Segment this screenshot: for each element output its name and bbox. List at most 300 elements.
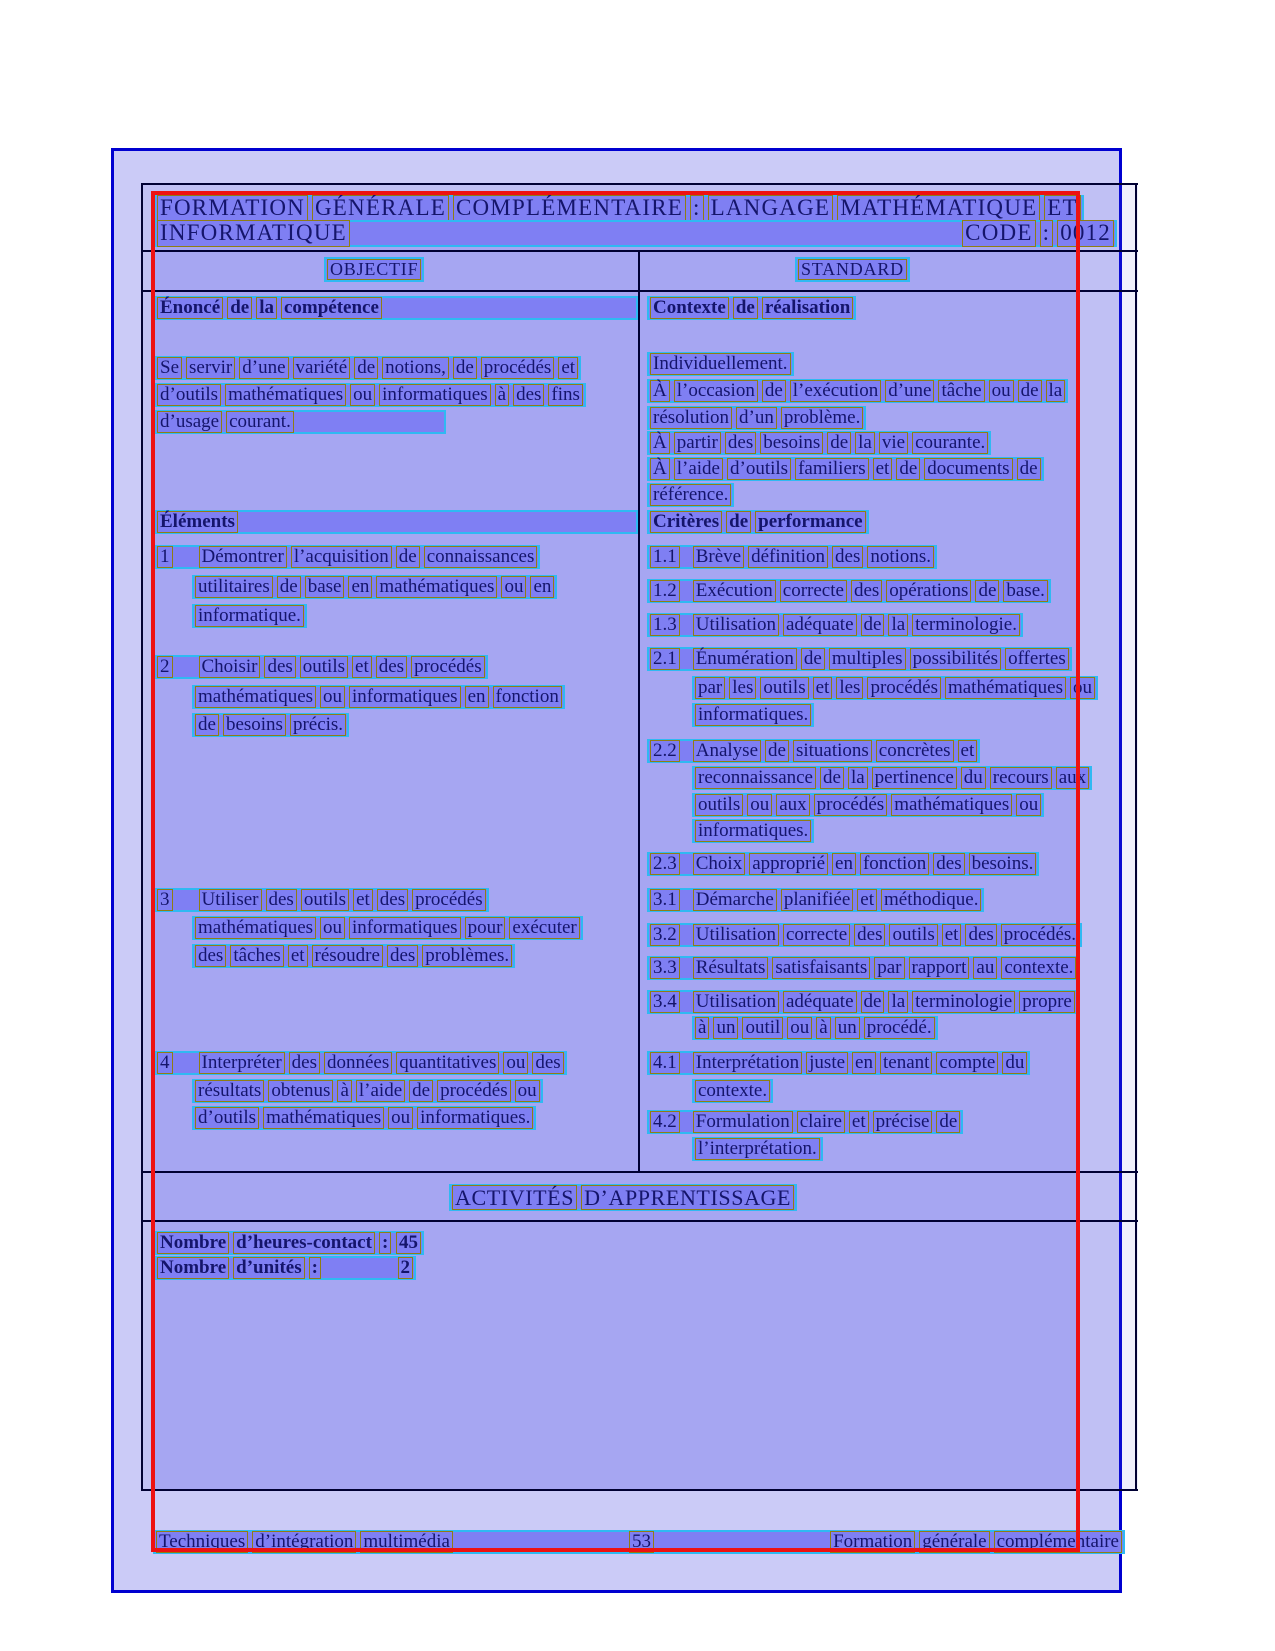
- word-box: Nombre: [157, 1257, 229, 1279]
- word-box: un: [835, 1017, 860, 1039]
- word-box: mathématiques: [891, 794, 1012, 816]
- word-box: la: [855, 432, 875, 454]
- word-box: ou: [501, 576, 526, 598]
- word-box: Énumération: [693, 648, 797, 670]
- word-box: des: [377, 889, 408, 911]
- word-box: méthodique.: [881, 889, 981, 911]
- word-box: planifiée: [781, 889, 853, 911]
- item-number-box: 2.2: [650, 740, 680, 762]
- item-number-box: 1.1: [650, 546, 680, 568]
- element-3-line-2: [192, 916, 583, 940]
- word-box: situations: [793, 740, 872, 762]
- competence-line-3: [154, 410, 446, 434]
- element-4-line-3: [192, 1106, 536, 1130]
- word-box: les: [836, 677, 863, 699]
- word-box: fonction: [493, 686, 562, 708]
- word-box: l’exécution: [790, 380, 881, 402]
- info-heures-contact-label: [157, 1232, 391, 1254]
- word-box: de: [820, 767, 844, 789]
- info-heures-contact-value: [396, 1232, 421, 1254]
- word-box: de: [453, 357, 477, 379]
- word-box: Exécution: [693, 580, 776, 602]
- word-box: mathématiques: [263, 1107, 384, 1129]
- word-box: procédés.: [1001, 924, 1079, 946]
- table-border-top: [141, 183, 1138, 185]
- word-box: Techniques: [156, 1531, 248, 1553]
- word-box: fonction: [860, 853, 929, 875]
- word-box: de: [975, 580, 999, 602]
- critere-33: [647, 956, 1079, 980]
- word-box: résoudre: [312, 945, 383, 967]
- word-box: ou: [320, 917, 345, 939]
- word-box: Démarche: [693, 889, 777, 911]
- word-box: INFORMATIQUE: [157, 220, 350, 246]
- word-box: l’interprétation.: [695, 1138, 820, 1160]
- word-box: Analyse: [693, 740, 761, 762]
- word-box: fins: [548, 384, 583, 406]
- critere-13: [647, 613, 1023, 637]
- word-box: en: [832, 853, 856, 875]
- table-border-right: [1135, 183, 1137, 1491]
- word-box: d’heures-contact: [233, 1232, 375, 1254]
- footer-program-name: [156, 1531, 453, 1553]
- word-box: des: [387, 945, 418, 967]
- critere-23: [647, 852, 1039, 876]
- word-box: multiples: [829, 648, 906, 670]
- word-box: informatiques: [349, 917, 461, 939]
- word-box: ou: [320, 686, 345, 708]
- word-box: de: [765, 740, 789, 762]
- word-box: de: [1017, 458, 1041, 480]
- word-box: contexte.: [695, 1080, 770, 1102]
- word-box: Brève: [693, 546, 744, 568]
- word-box: procédés: [867, 677, 941, 699]
- contexte-line-5: [647, 457, 1044, 481]
- word-box: Contexte: [650, 297, 729, 319]
- word-box: ou: [515, 1080, 540, 1102]
- word-box: des: [376, 656, 407, 678]
- element-2-line-1: [154, 655, 488, 679]
- word-box: approprié: [749, 853, 828, 875]
- activities-banner: [449, 1184, 797, 1211]
- word-box: Nombre: [157, 1232, 229, 1254]
- word-box: à: [337, 1080, 351, 1102]
- word-box: ou: [1070, 677, 1095, 699]
- critere-31: [647, 888, 984, 912]
- word-box: générale: [919, 1531, 989, 1553]
- word-box: STANDARD: [798, 259, 907, 280]
- word-box: des: [851, 580, 882, 602]
- word-box: adéquate: [783, 991, 857, 1013]
- word-box: de: [726, 511, 751, 533]
- word-box: problèmes.: [422, 945, 512, 967]
- word-box: contexte.: [1001, 957, 1076, 979]
- word-box: données: [324, 1052, 392, 1074]
- word-box: de: [861, 614, 885, 636]
- word-box: outils: [695, 794, 743, 816]
- item-number-box: 4.2: [650, 1111, 680, 1133]
- word-box: aux: [776, 794, 809, 816]
- word-box: et: [873, 458, 893, 480]
- word-box: à: [816, 1017, 830, 1039]
- footer-page-number: [629, 1531, 654, 1553]
- word-box: des: [513, 384, 544, 406]
- word-box: 45: [396, 1232, 421, 1254]
- word-box: et: [958, 740, 978, 762]
- word-box: :: [309, 1257, 321, 1279]
- word-box: la: [888, 614, 908, 636]
- word-box: pour: [465, 917, 506, 939]
- word-box: des: [965, 924, 996, 946]
- word-box: mathématiques: [195, 917, 316, 939]
- word-box: Démontrer: [199, 546, 287, 568]
- word-box: courant.: [226, 411, 294, 433]
- footer-section-name: [830, 1531, 1122, 1553]
- word-box: ou: [1016, 794, 1041, 816]
- word-box: de: [801, 648, 825, 670]
- word-box: MATHÉMATIQUE: [837, 195, 1040, 221]
- word-box: mathématiques: [195, 686, 316, 708]
- word-box: notions,: [382, 357, 449, 379]
- word-box: quantitatives: [396, 1052, 499, 1074]
- table-rule-below-activities: [141, 1220, 1138, 1222]
- word-box: de: [396, 546, 420, 568]
- word-box: en: [348, 576, 372, 598]
- word-box: du: [1002, 1052, 1027, 1074]
- word-box: exécuter: [509, 917, 579, 939]
- word-box: procédé.: [864, 1017, 935, 1039]
- title-line-2-left: [157, 220, 350, 246]
- word-box: en: [465, 686, 489, 708]
- word-box: l’aide: [356, 1080, 405, 1102]
- word-box: la: [256, 297, 277, 319]
- word-box: ou: [388, 1107, 413, 1129]
- word-box: de: [195, 714, 219, 736]
- word-box: des: [725, 432, 756, 454]
- word-box: d’une: [885, 380, 934, 402]
- word-box: d’unités: [233, 1257, 304, 1279]
- word-box: vie: [879, 432, 908, 454]
- word-box: un: [713, 1017, 738, 1039]
- word-box: informatiques.: [417, 1107, 533, 1129]
- word-box: en: [852, 1052, 876, 1074]
- word-box: des: [933, 853, 964, 875]
- word-box: compte: [936, 1052, 998, 1074]
- word-box: d’outils: [727, 458, 791, 480]
- element-2-line-3: [192, 713, 349, 737]
- word-box: la: [848, 767, 868, 789]
- word-box: multimédia: [360, 1531, 453, 1553]
- word-box: ou: [989, 380, 1014, 402]
- critere-21-line-3: [692, 703, 814, 727]
- item-number-box: 3.1: [650, 889, 680, 911]
- word-box: Interpréter: [199, 1052, 285, 1074]
- header-standard: [795, 257, 910, 282]
- word-box: l’aide: [674, 458, 723, 480]
- word-box: possibilités: [910, 648, 1002, 670]
- word-box: terminologie: [912, 991, 1015, 1013]
- word-box: et: [353, 889, 373, 911]
- word-box: Choisir: [199, 656, 261, 678]
- word-box: Résultats: [693, 957, 769, 979]
- word-box: connaissances: [424, 546, 538, 568]
- word-box: ou: [747, 794, 772, 816]
- word-box: Interprétation: [693, 1052, 802, 1074]
- word-box: d’intégration: [252, 1531, 356, 1553]
- word-box: correcte: [783, 924, 850, 946]
- word-box: performance: [755, 511, 865, 533]
- word-box: outil: [742, 1017, 783, 1039]
- word-box: mathématiques: [376, 576, 497, 598]
- word-box: Éléments: [157, 511, 238, 533]
- word-box: OBJECTIF: [327, 259, 421, 280]
- word-box: par: [695, 677, 725, 699]
- element-3-line-1: [154, 888, 489, 912]
- item-number-box: 3: [157, 889, 173, 911]
- critere-21-line-1: [647, 647, 1072, 671]
- word-box: résultats: [195, 1080, 264, 1102]
- word-box: la: [888, 991, 908, 1013]
- word-box: et: [813, 677, 833, 699]
- header-objectif: [324, 257, 424, 282]
- info-unites: [154, 1256, 416, 1280]
- heading-contexte-realisation: [647, 296, 856, 320]
- word-box: procédés: [437, 1080, 511, 1102]
- word-box: de: [277, 576, 301, 598]
- word-box: D’APPRENTISSAGE: [581, 1185, 794, 1210]
- word-box: d’un: [736, 407, 777, 429]
- word-box: ET: [1044, 195, 1081, 221]
- word-box: À: [650, 380, 670, 402]
- heading-criteres-performance: [647, 510, 869, 534]
- word-box: tâche: [938, 380, 984, 402]
- word-box: référence.: [650, 484, 731, 506]
- item-number-box: 1.2: [650, 580, 680, 602]
- word-box: 0012: [1057, 220, 1114, 246]
- heading-elements: [154, 510, 638, 534]
- competence-line-1: [154, 356, 581, 380]
- word-box: outils: [760, 677, 808, 699]
- word-box: informatiques: [349, 686, 461, 708]
- word-box: et: [558, 357, 578, 379]
- word-box: de: [936, 1111, 960, 1133]
- word-box: Énoncé: [157, 297, 223, 319]
- word-box: et: [352, 656, 372, 678]
- critere-12: [647, 579, 1051, 603]
- word-box: et: [857, 889, 877, 911]
- word-box: recours: [990, 767, 1052, 789]
- element-1-line-1: [154, 545, 540, 569]
- contexte-line-2: [647, 379, 1068, 403]
- word-box: ACTIVITÉS: [452, 1185, 577, 1210]
- word-box: pertinence: [872, 767, 957, 789]
- word-box: d’une: [239, 357, 288, 379]
- word-box: À: [650, 458, 670, 480]
- word-box: :: [690, 195, 704, 221]
- word-box: reconnaissance: [695, 767, 816, 789]
- word-box: Critères: [650, 511, 722, 533]
- word-box: et: [942, 924, 962, 946]
- word-box: mathématiques: [945, 677, 1066, 699]
- item-number-box: 3.4: [650, 991, 680, 1013]
- word-box: base.: [1003, 580, 1048, 602]
- word-box: des: [289, 1052, 320, 1074]
- word-box: correcte: [780, 580, 847, 602]
- word-box: Utilisation: [693, 614, 779, 636]
- word-box: de: [227, 297, 252, 319]
- item-number-box: 2: [157, 656, 173, 678]
- word-box: rapport: [909, 957, 970, 979]
- word-box: opérations: [886, 580, 971, 602]
- word-box: à: [695, 1017, 709, 1039]
- word-box: documents: [924, 458, 1012, 480]
- contexte-line-3: [647, 406, 866, 430]
- word-box: :: [379, 1232, 391, 1254]
- word-box: GÉNÉRALE: [312, 195, 449, 221]
- word-box: tenant: [880, 1052, 932, 1074]
- element-2-line-2: [192, 685, 565, 709]
- word-box: 53: [629, 1531, 654, 1553]
- element-1-line-2: [192, 575, 557, 599]
- word-box: Utiliser: [199, 889, 262, 911]
- word-box: des: [195, 945, 226, 967]
- word-box: les: [729, 677, 756, 699]
- word-box: Utilisation: [693, 924, 779, 946]
- word-box: CODE: [962, 220, 1035, 246]
- word-box: COMPLÉMENTAIRE: [453, 195, 686, 221]
- competence-line-2: [154, 383, 586, 407]
- table-border-left: [141, 183, 143, 1491]
- critere-42-line-1: [647, 1110, 963, 1134]
- item-number-box: 2.3: [650, 853, 680, 875]
- word-box: base: [305, 576, 345, 598]
- info-unites-value: [398, 1257, 414, 1279]
- word-box: procédés: [412, 889, 486, 911]
- word-box: :: [1040, 220, 1054, 246]
- word-box: réalisation: [762, 297, 854, 319]
- word-box: aux: [1056, 767, 1089, 789]
- word-box: variété: [293, 357, 351, 379]
- word-box: procédés: [481, 357, 555, 379]
- word-box: d’outils: [157, 384, 221, 406]
- word-box: propre: [1019, 991, 1075, 1013]
- word-box: terminologie.: [912, 614, 1020, 636]
- word-box: satisfaisants: [772, 957, 870, 979]
- item-number-box: 1.3: [650, 614, 680, 636]
- word-box: au: [973, 957, 997, 979]
- word-box: outils: [889, 924, 937, 946]
- item-number-box: 3.3: [650, 957, 680, 979]
- word-box: du: [961, 767, 986, 789]
- word-box: 2: [398, 1257, 414, 1279]
- item-number-box: 1: [157, 546, 173, 568]
- title-line-2: [154, 220, 1117, 247]
- word-box: tâches: [230, 945, 283, 967]
- word-box: concrètes: [876, 740, 954, 762]
- element-1-line-3: [192, 604, 307, 628]
- contexte-line-4: [647, 431, 991, 455]
- critere-41-line-1: [647, 1051, 1030, 1075]
- element-4-line-1: [154, 1051, 567, 1075]
- word-box: complémentaire: [994, 1531, 1122, 1553]
- heading-enonce-competence: [154, 296, 638, 320]
- word-box: et: [288, 945, 308, 967]
- footer-line: [153, 1530, 1125, 1554]
- word-box: de: [409, 1080, 433, 1102]
- critere-34-line-1: [647, 990, 1078, 1014]
- word-box: de: [354, 357, 378, 379]
- word-box: ou: [503, 1052, 528, 1074]
- item-number-box: 2.1: [650, 648, 680, 670]
- word-box: Formation: [830, 1531, 915, 1553]
- element-3-line-3: [192, 944, 515, 968]
- word-box: des: [264, 656, 295, 678]
- word-box: servir: [186, 357, 235, 379]
- word-box: procédés: [411, 656, 485, 678]
- word-box: LANGAGE: [708, 195, 834, 221]
- word-box: mathématiques: [225, 384, 346, 406]
- word-box: informatiques: [379, 384, 491, 406]
- word-box: besoins: [223, 714, 286, 736]
- word-box: obtenus: [268, 1080, 333, 1102]
- word-box: de: [762, 380, 786, 402]
- critere-11: [647, 545, 937, 569]
- item-number-box: 3.2: [650, 924, 680, 946]
- word-box: notions.: [867, 546, 934, 568]
- word-box: outils: [301, 889, 349, 911]
- critere-21-line-2: [692, 676, 1098, 700]
- critere-22-line-2: [692, 766, 1092, 790]
- critere-22-line-3: [692, 793, 1044, 817]
- word-box: de: [827, 432, 851, 454]
- word-box: d’usage: [157, 411, 222, 433]
- word-box: utilitaires: [195, 576, 273, 598]
- title-line-1: [154, 195, 1084, 222]
- word-box: à: [495, 384, 509, 406]
- word-box: courante.: [912, 432, 988, 454]
- word-box: Utilisation: [693, 991, 779, 1013]
- word-box: adéquate: [783, 614, 857, 636]
- word-box: l’acquisition: [291, 546, 392, 568]
- word-box: des: [266, 889, 297, 911]
- word-box: Individuellement.: [650, 353, 791, 375]
- word-box: en: [530, 576, 554, 598]
- word-box: problème.: [781, 407, 864, 429]
- word-box: partir: [674, 432, 721, 454]
- word-box: informatique.: [195, 605, 304, 627]
- word-box: de: [861, 991, 885, 1013]
- critere-22-line-4: [692, 819, 814, 843]
- word-box: juste: [806, 1052, 848, 1074]
- item-number-box: 4: [157, 1052, 173, 1074]
- word-box: précis.: [290, 714, 346, 736]
- critere-32: [647, 923, 1082, 947]
- word-box: familiers: [795, 458, 869, 480]
- word-box: d’outils: [195, 1107, 259, 1129]
- word-box: de: [1018, 380, 1042, 402]
- word-box: informatiques.: [695, 820, 811, 842]
- contexte-line-1: [647, 352, 794, 376]
- word-box: l’occasion: [674, 380, 758, 402]
- word-box: offertes: [1005, 648, 1069, 670]
- word-box: des: [532, 1052, 563, 1074]
- word-box: informatiques.: [695, 704, 811, 726]
- word-box: définition: [748, 546, 828, 568]
- title-code: [962, 220, 1114, 246]
- word-box: besoins.: [969, 853, 1037, 875]
- word-box: procédés: [814, 794, 888, 816]
- critere-22-line-1: [647, 739, 980, 763]
